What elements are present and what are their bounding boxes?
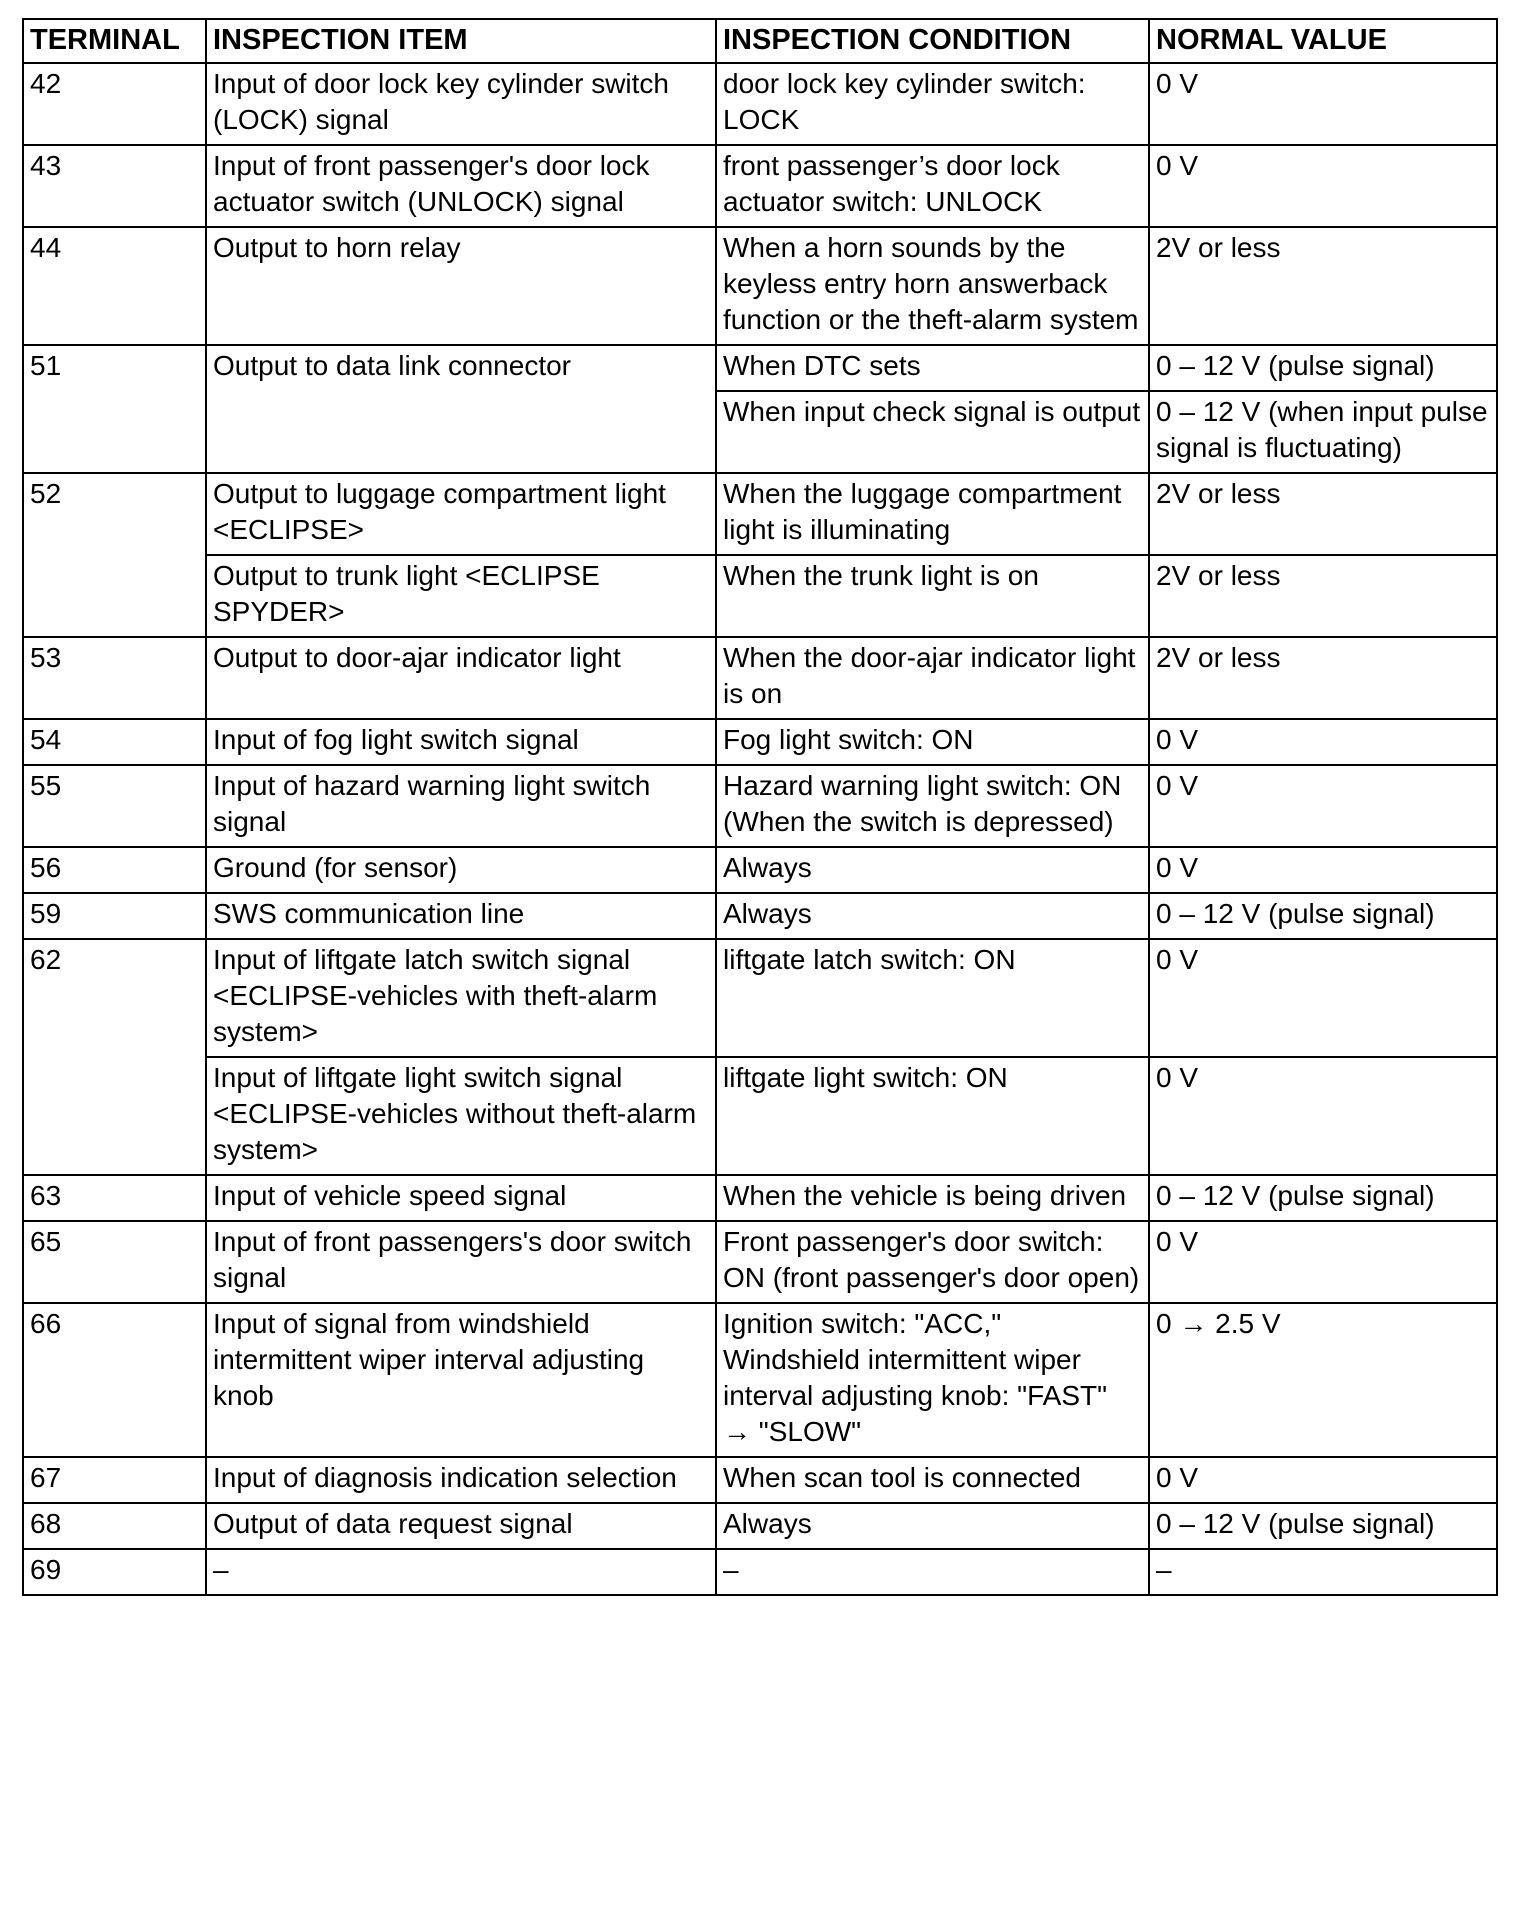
inspection-item-cell: Input of signal from windshield intermittent wiper interval adjusting knob: [206, 1303, 716, 1457]
inspection-condition-cell: Always: [716, 893, 1149, 939]
table-row: [23, 939, 1497, 1057]
inspection-item-cell: Input of hazard warning light switch signal: [206, 765, 716, 847]
normal-value-cell: 0 – 12 V (pulse signal): [1149, 893, 1497, 939]
terminal-cell: 69: [23, 1549, 206, 1595]
inspection-item-cell: Input of front passengers's door switch signal: [206, 1221, 716, 1303]
table-row: [23, 345, 1497, 391]
normal-value-cell: 0 → 2.5 V: [1149, 1303, 1497, 1457]
normal-value-cell: 2V or less: [1149, 637, 1497, 719]
terminal-cell: 63: [23, 1175, 206, 1221]
inspection-item-cell: Input of vehicle speed signal: [206, 1175, 716, 1221]
inspection-item-cell: Output to door-ajar indicator light: [206, 637, 716, 719]
terminal-cell: 53: [23, 637, 206, 719]
normal-value-cell: 0 V: [1149, 847, 1497, 893]
table-row: [23, 637, 1497, 719]
normal-value-cell: 0 – 12 V (pulse signal): [1149, 345, 1497, 391]
normal-value-cell: 2V or less: [1149, 555, 1497, 637]
inspection-condition-cell: When DTC sets: [716, 345, 1149, 391]
normal-value-cell: 0 – 12 V (when input pulse signal is fluctuating): [1149, 391, 1497, 473]
table-row: [23, 847, 1497, 893]
normal-value-cell: 0 – 12 V (pulse signal): [1149, 1175, 1497, 1221]
inspection-condition-cell: When the trunk light is on: [716, 555, 1149, 637]
normal-value-cell: 0 V: [1149, 939, 1497, 1057]
table-row: [23, 1057, 1497, 1175]
terminal-cell: 67: [23, 1457, 206, 1503]
terminal-cell: 42: [23, 63, 206, 145]
inspection-item-cell: Input of liftgate latch switch signal <ECLIPSE-vehicles with theft-alarm system>: [206, 939, 716, 1057]
table-header: [23, 19, 1497, 63]
inspection-condition-cell: Fog light switch: ON: [716, 719, 1149, 765]
inspection-condition-cell: When input check signal is output: [716, 391, 1149, 473]
terminal-cell: 62: [23, 939, 206, 1175]
terminal-cell: 52: [23, 473, 206, 637]
normal-value-cell: 0 V: [1149, 719, 1497, 765]
normal-value-cell: 0 V: [1149, 145, 1497, 227]
table-row: [23, 1175, 1497, 1221]
inspection-item-cell: Output of data request signal: [206, 1503, 716, 1549]
normal-value-cell: 0 V: [1149, 63, 1497, 145]
terminal-cell: 51: [23, 345, 206, 473]
header-normal-value: NORMAL VALUE: [1149, 19, 1497, 63]
table-row: [23, 555, 1497, 637]
terminal-cell: 56: [23, 847, 206, 893]
terminal-cell: 54: [23, 719, 206, 765]
inspection-item-cell: Output to horn relay: [206, 227, 716, 345]
header-terminal: TERMINAL: [23, 19, 206, 63]
inspection-condition-cell: –: [716, 1549, 1149, 1595]
inspection-item-cell: –: [206, 1549, 716, 1595]
inspection-condition-cell: Hazard warning light switch: ON (When the switch is depressed): [716, 765, 1149, 847]
table-row: [23, 1549, 1497, 1595]
inspection-item-cell: Output to trunk light <ECLIPSE SPYDER>: [206, 555, 716, 637]
table-row: [23, 1221, 1497, 1303]
table-row: [23, 63, 1497, 145]
table-body: [23, 63, 1497, 1595]
inspection-condition-cell: door lock key cylinder switch: LOCK: [716, 63, 1149, 145]
inspection-condition-cell: front passenger’s door lock actuator switch: UNLOCK: [716, 145, 1149, 227]
normal-value-cell: 0 V: [1149, 1457, 1497, 1503]
inspection-item-cell: Ground (for sensor): [206, 847, 716, 893]
terminal-cell: 44: [23, 227, 206, 345]
inspection-condition-cell: Always: [716, 847, 1149, 893]
inspection-condition-cell: When scan tool is connected: [716, 1457, 1149, 1503]
inspection-condition-cell: Front passenger's door switch: ON (front passenger's door open): [716, 1221, 1149, 1303]
inspection-condition-cell: When the door-ajar indicator light is on: [716, 637, 1149, 719]
inspection-condition-cell: liftgate latch switch: ON: [716, 939, 1149, 1057]
table-row: [23, 765, 1497, 847]
header-inspection-condition: INSPECTION CONDITION: [716, 19, 1149, 63]
table-row: [23, 473, 1497, 555]
normal-value-cell: 2V or less: [1149, 227, 1497, 345]
inspection-condition-cell: liftgate light switch: ON: [716, 1057, 1149, 1175]
table-row: [23, 227, 1497, 345]
inspection-condition-cell: Always: [716, 1503, 1149, 1549]
inspection-item-cell: Input of liftgate light switch signal <ECLIPSE-vehicles without theft-alarm system>: [206, 1057, 716, 1175]
table-row: [23, 1457, 1497, 1503]
inspection-condition-cell: When the vehicle is being driven: [716, 1175, 1149, 1221]
inspection-table: [22, 18, 1498, 1596]
terminal-cell: 68: [23, 1503, 206, 1549]
inspection-condition-cell: When a horn sounds by the keyless entry horn answerback function or the theft-alarm system: [716, 227, 1149, 345]
normal-value-cell: 0 – 12 V (pulse signal): [1149, 1503, 1497, 1549]
table-row: [23, 1303, 1497, 1457]
inspection-item-cell: Input of door lock key cylinder switch (LOCK) signal: [206, 63, 716, 145]
table-row: [23, 893, 1497, 939]
terminal-cell: 65: [23, 1221, 206, 1303]
inspection-condition-cell: When the luggage compartment light is illuminating: [716, 473, 1149, 555]
terminal-cell: 55: [23, 765, 206, 847]
table-row: [23, 145, 1497, 227]
inspection-item-cell: Output to data link connector: [206, 345, 716, 473]
normal-value-cell: 2V or less: [1149, 473, 1497, 555]
terminal-cell: 66: [23, 1303, 206, 1457]
header-inspection-item: INSPECTION ITEM: [206, 19, 716, 63]
inspection-item-cell: SWS communication line: [206, 893, 716, 939]
normal-value-cell: –: [1149, 1549, 1497, 1595]
header-row: [23, 19, 1497, 63]
normal-value-cell: 0 V: [1149, 1057, 1497, 1175]
inspection-item-cell: Input of front passenger's door lock actuator switch (UNLOCK) signal: [206, 145, 716, 227]
inspection-item-cell: Input of diagnosis indication selection: [206, 1457, 716, 1503]
terminal-cell: 43: [23, 145, 206, 227]
inspection-item-cell: Output to luggage compartment light <ECLIPSE>: [206, 473, 716, 555]
inspection-item-cell: Input of fog light switch signal: [206, 719, 716, 765]
inspection-condition-cell: Ignition switch: "ACC," Windshield intermittent wiper interval adjusting knob: "FAST" → "SLOW": [716, 1303, 1149, 1457]
table-row: [23, 1503, 1497, 1549]
terminal-cell: 59: [23, 893, 206, 939]
normal-value-cell: 0 V: [1149, 1221, 1497, 1303]
normal-value-cell: 0 V: [1149, 765, 1497, 847]
table-row: [23, 719, 1497, 765]
